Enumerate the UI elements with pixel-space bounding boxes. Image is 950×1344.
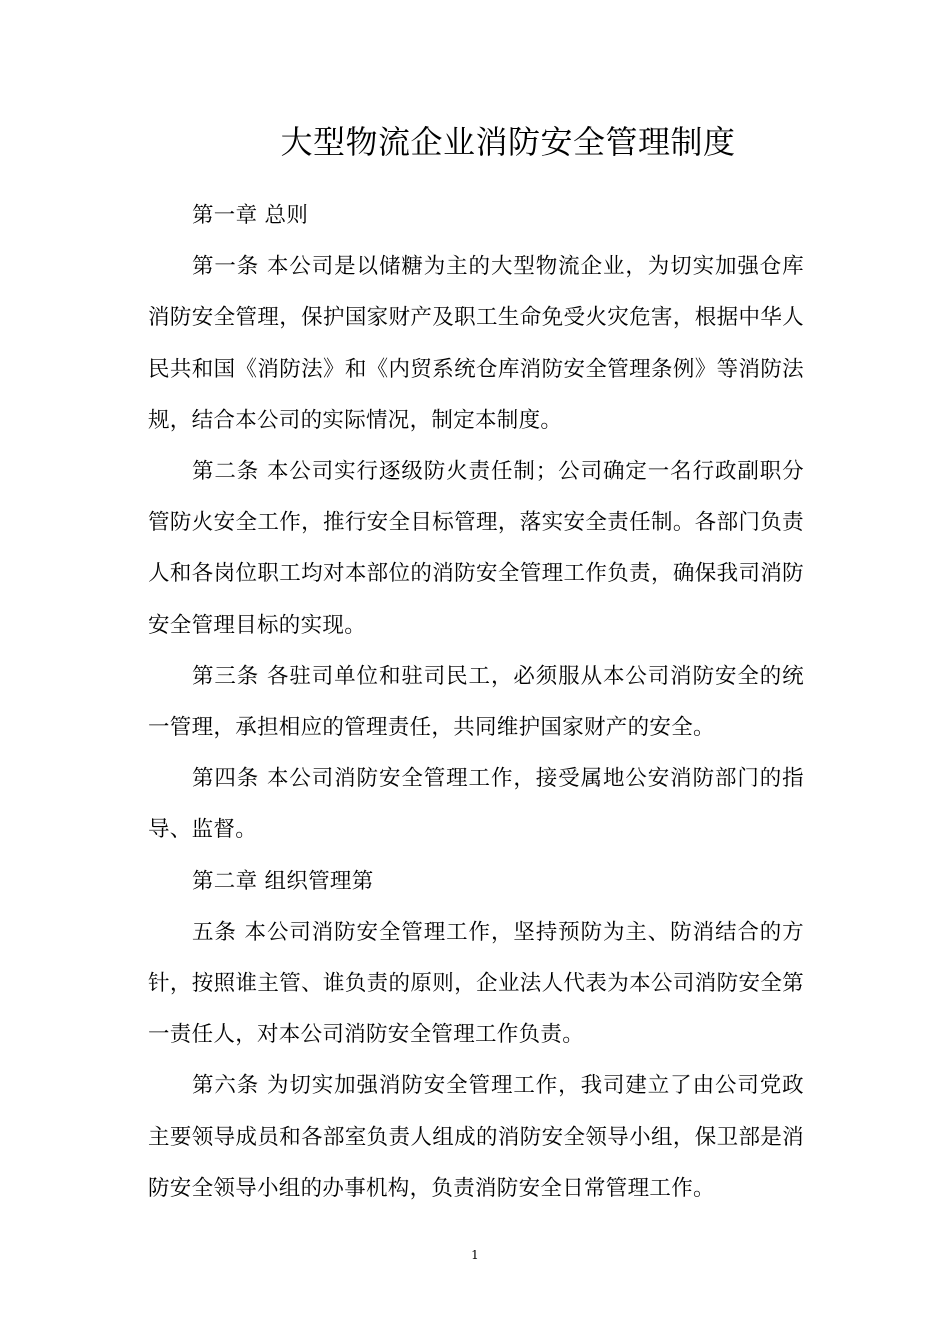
article-2-paragraph: 第二条 本公司实行逐级防火责任制；公司确定一名行政副职分管防火安全工作，推行安全目标管理，落实安全责任制。各部门负责人和各岗位职工均对本部位的消防安全管理工作负责，确保我司消防安全管理目标的实现。 — [148, 459, 804, 638]
article-6-paragraph: 第六条 为切实加强消防安全管理工作，我司建立了由公司党政主要领导成员和各部室负责人组成的消防安全领导小组，保卫部是消防安全领导小组的办事机构，负责消防安全日常管理工作。 — [148, 1073, 804, 1201]
chapter-heading-1: 第一章 总则 — [192, 203, 309, 228]
article-5-paragraph: 五条 本公司消防安全管理工作，坚持预防为主、防消结合的方针，按照谁主管、谁负责的原则，企业法人代表为本公司消防安全第一责任人，对本公司消防安全管理工作负责。 — [148, 919, 804, 1048]
article-1-paragraph: 第一条 本公司是以储糖为主的大型物流企业，为切实加强仓库消防安全管理，保护国家财产及职工生命免受火灾危害，根据中华人民共和国《消防法》和《内贸系统仓库消防安全管理条例》等消防法规，结合本公司的实际情况，制定本制度。 — [148, 254, 804, 433]
document-title: 大型物流企业消防安全管理制度 — [280, 123, 736, 161]
article-4-paragraph: 第四条 本公司消防安全管理工作，接受属地公安消防部门的指导、监督。 — [148, 766, 804, 843]
article-3-paragraph: 第三条 各驻司单位和驻司民工，必须服从本公司消防安全的统一管理，承担相应的管理责任，共同维护国家财产的安全。 — [148, 663, 804, 741]
document-body — [148, 190, 804, 1214]
page-number: 1 — [471, 1248, 479, 1262]
chapter-heading-2: 第二章 组织管理第 — [192, 868, 374, 894]
